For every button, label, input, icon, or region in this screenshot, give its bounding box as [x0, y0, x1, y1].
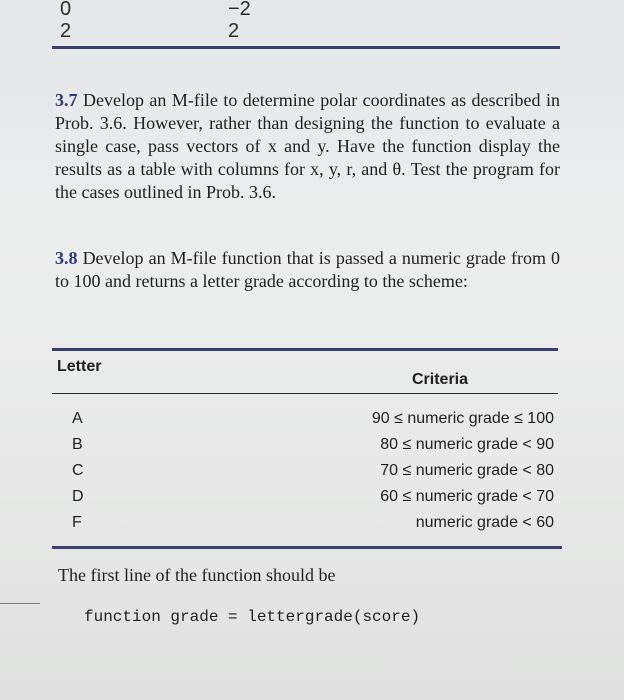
previous-table-fragment	[0, 0, 624, 50]
problem-text: Develop an M-file function that is passed a numeric grade from 0 to 100 and returns a letter grade according to the scheme:	[55, 248, 560, 291]
problem-3-8	[55, 247, 560, 293]
code-line: function grade = lettergrade(score)	[84, 608, 421, 626]
problem-number: 3.7	[55, 90, 78, 110]
criteria-cell: 90 ≤ numeric grade ≤ 100	[371, 410, 554, 427]
criteria-cell: 70 ≤ numeric grade < 80	[380, 462, 554, 479]
letter-cell: A	[72, 410, 83, 427]
table-row	[56, 514, 556, 536]
criteria-cell: 80 ≤ numeric grade < 90	[380, 436, 554, 453]
top-value: 0	[60, 0, 72, 20]
divider	[52, 46, 560, 49]
letter-cell: B	[72, 436, 83, 453]
problem-text: Develop an M-file to determine polar coordinates as described in Prob. 3.6. However, rather than designing the function to evaluate a single case, pass vectors of x and y. Have the function display the results as a table with columns for x, y, r, and θ. Test the program for the cases outlined in Prob. 3.6.	[55, 90, 560, 202]
column-header-criteria: Criteria	[412, 371, 469, 388]
top-value: 2	[228, 20, 240, 42]
problem-number: 3.8	[55, 248, 78, 268]
table-row	[56, 410, 556, 432]
letter-cell: C	[72, 462, 84, 479]
problem-3-7	[55, 89, 560, 204]
top-value: 2	[60, 20, 72, 42]
margin-mark	[0, 603, 40, 604]
table-row	[56, 488, 556, 510]
table-row	[56, 436, 556, 458]
criteria-cell: numeric grade < 60	[415, 514, 554, 531]
table-top-rule	[52, 348, 558, 351]
criteria-cell: 60 ≤ numeric grade < 70	[380, 488, 554, 505]
column-header-letter: Letter	[57, 358, 102, 375]
table-header-rule	[52, 393, 558, 394]
closing-sentence: The first line of the function should be	[58, 565, 336, 585]
top-value: −2	[228, 0, 251, 20]
table-bottom-rule	[52, 546, 562, 549]
letter-cell: D	[72, 488, 84, 505]
letter-cell: F	[72, 514, 82, 531]
table-row	[56, 462, 556, 484]
